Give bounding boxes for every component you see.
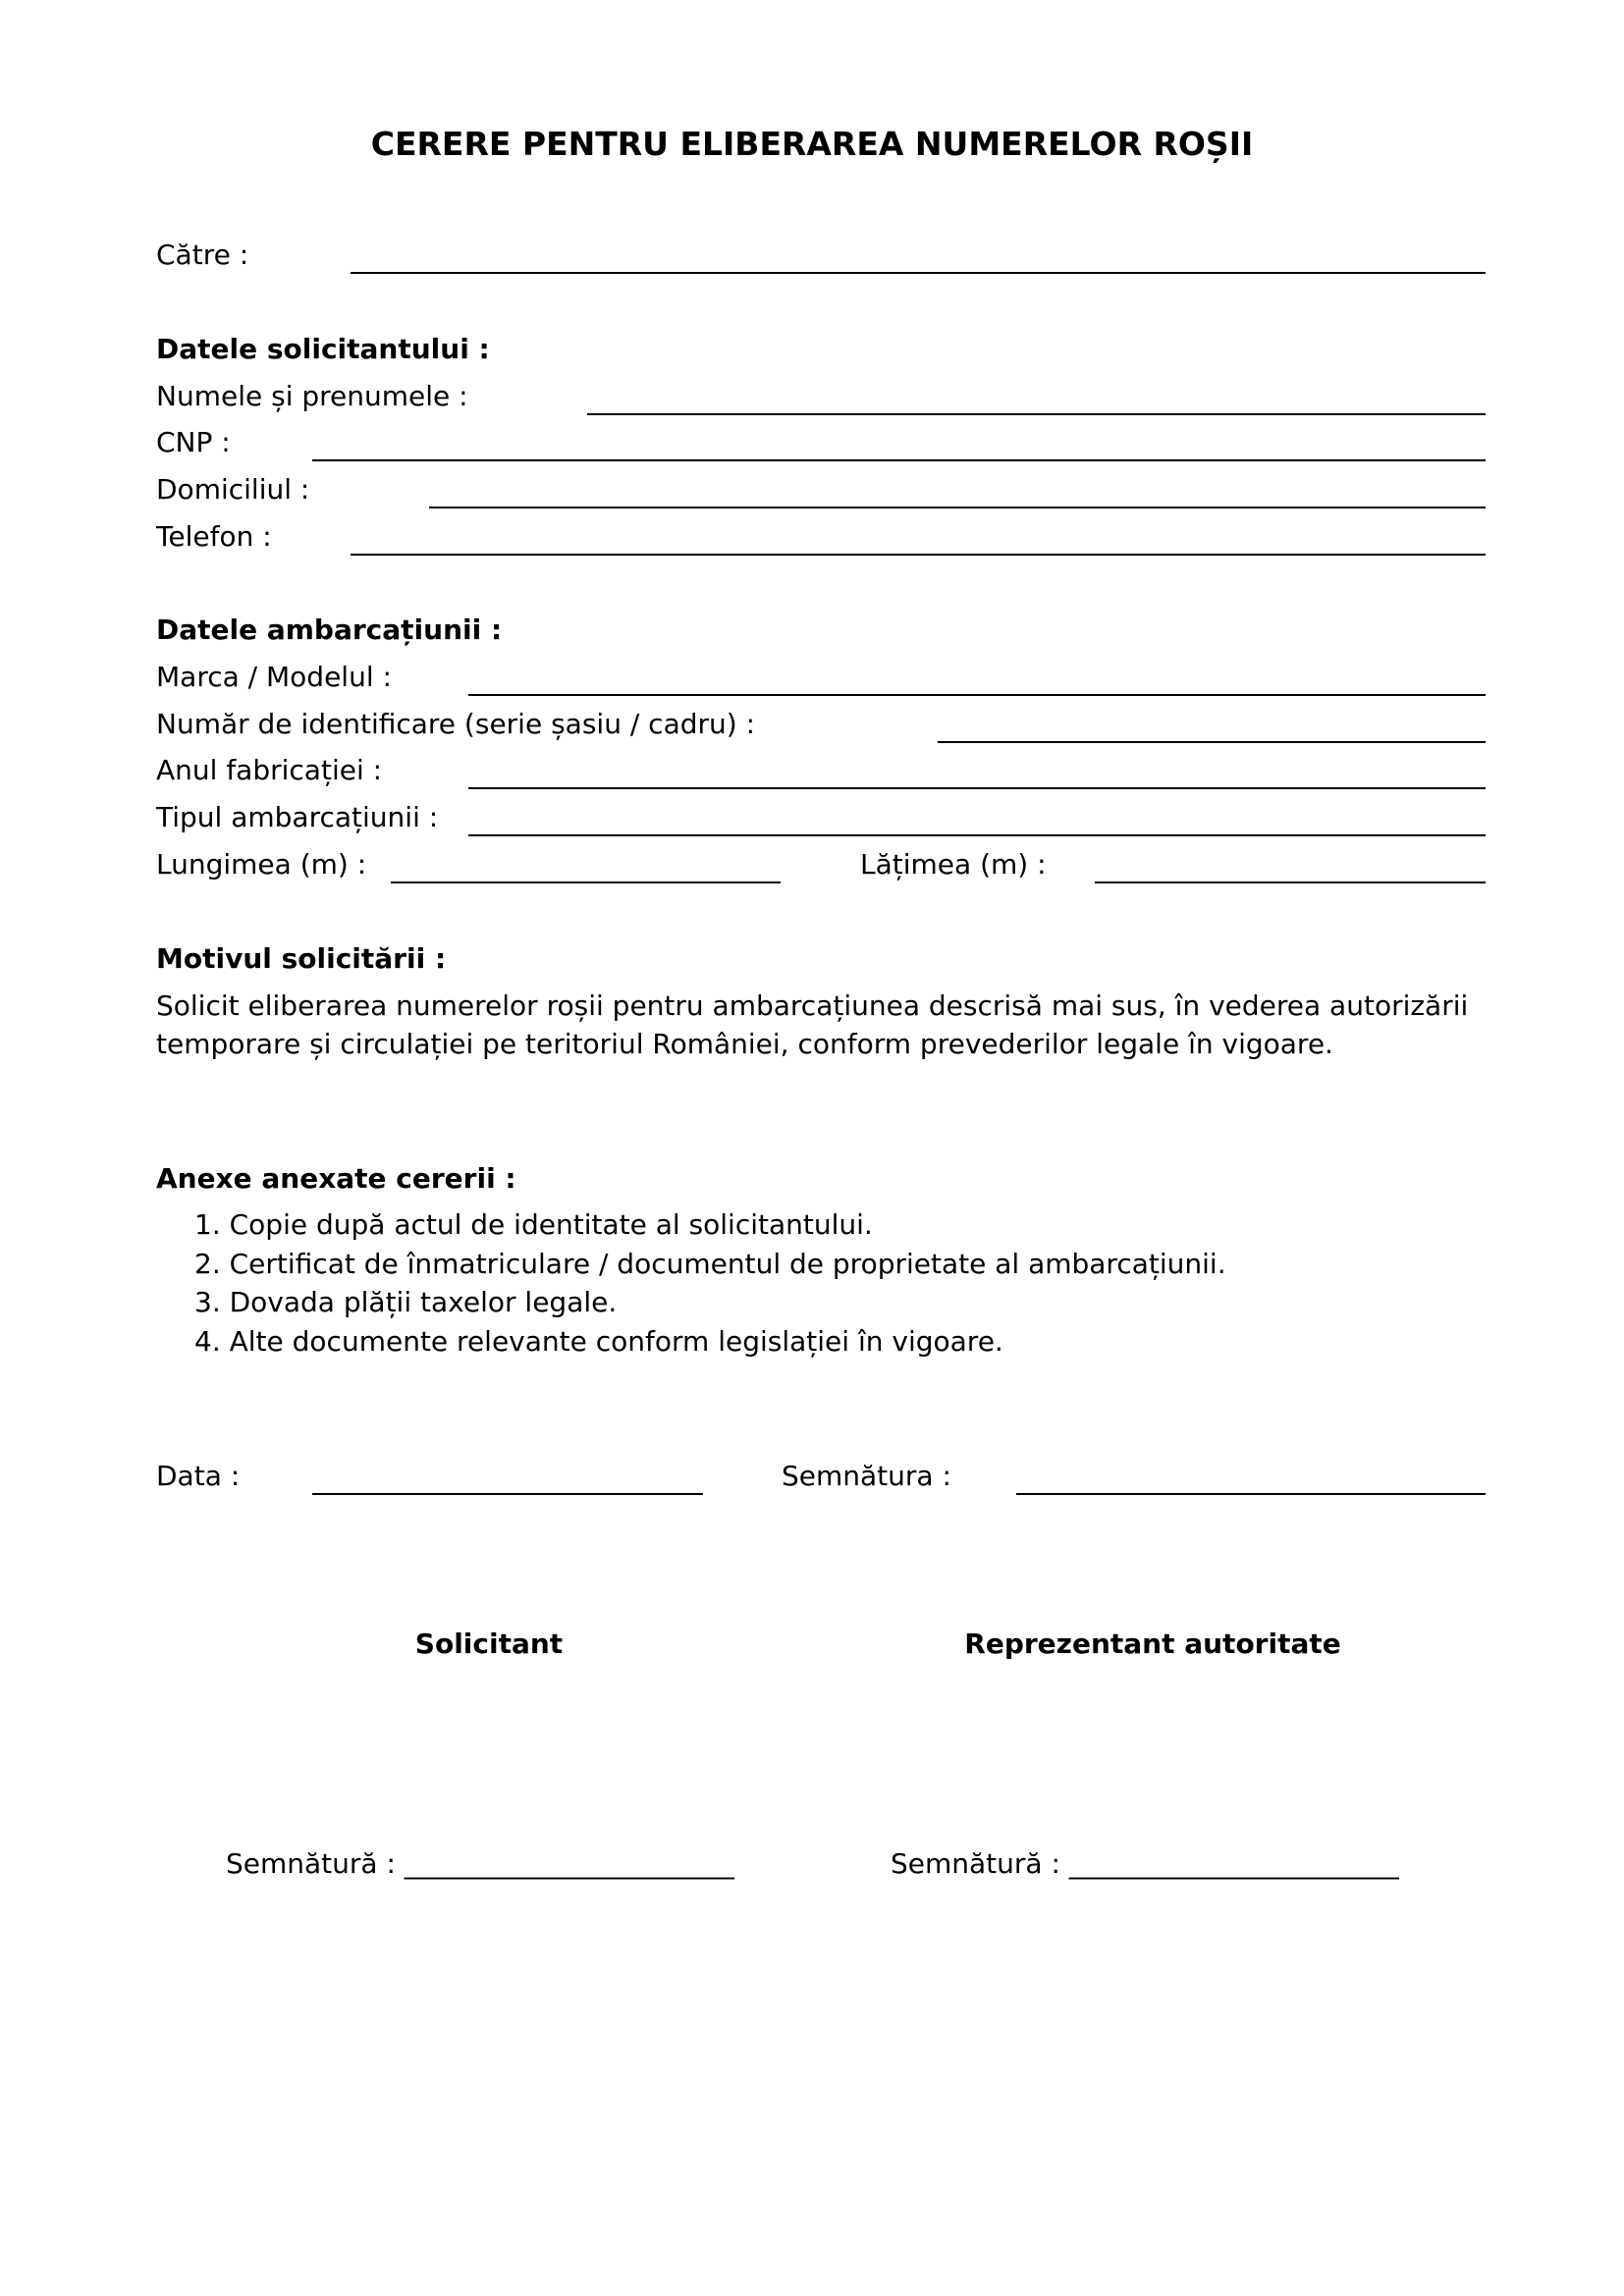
catre-field[interactable] xyxy=(351,272,1486,274)
annex-item: 4. Alte documente relevante conform legislației în vigoare. xyxy=(194,1325,1003,1358)
reason-heading: Motivul solicitării : xyxy=(156,942,447,975)
length-field[interactable] xyxy=(391,881,781,883)
signature-label: Semnătura : xyxy=(782,1460,951,1492)
year-field[interactable] xyxy=(468,787,1486,789)
year-label: Anul fabricației : xyxy=(156,754,383,786)
authority-sign-title: Reprezentant autoritate xyxy=(964,1628,1341,1660)
signature-field[interactable] xyxy=(1016,1493,1486,1495)
type-field[interactable] xyxy=(468,834,1486,836)
id-label: Număr de identificare (serie șasiu / cadru) : xyxy=(156,708,756,740)
type-label: Tipul ambarcațiunii : xyxy=(156,801,439,833)
width-label: Lățimea (m) : xyxy=(860,848,1047,881)
vessel-heading: Datele ambarcațiunii : xyxy=(156,614,503,646)
annexes-heading: Anexe anexate cererii : xyxy=(156,1162,516,1195)
name-label: Numele și prenumele : xyxy=(156,380,468,412)
phone-field[interactable] xyxy=(351,554,1486,556)
make-label: Marca / Modelul : xyxy=(156,661,392,693)
cnp-label: CNP : xyxy=(156,426,231,458)
id-field[interactable] xyxy=(938,741,1486,743)
page-title: CERERE PENTRU ELIBERAREA NUMERELOR ROȘII xyxy=(370,125,1254,163)
annex-item: 3. Dovada plății taxelor legale. xyxy=(194,1286,618,1318)
annex-item: 2. Certificat de înmatriculare / documentul de proprietate al ambarcațiunii. xyxy=(194,1248,1226,1280)
length-label: Lungimea (m) : xyxy=(156,848,367,881)
name-field[interactable] xyxy=(587,413,1486,415)
date-field[interactable] xyxy=(312,1493,703,1495)
width-field[interactable] xyxy=(1095,881,1486,883)
address-label: Domiciliul : xyxy=(156,473,310,506)
annex-item: 1. Copie după actul de identitate al solicitantului. xyxy=(194,1208,873,1241)
cnp-field[interactable] xyxy=(312,459,1486,461)
phone-label: Telefon : xyxy=(156,520,272,553)
applicant-signature-line[interactable]: Semnătură : ________________________ xyxy=(226,1847,734,1880)
applicant-sign-title: Solicitant xyxy=(414,1628,564,1660)
reason-text: Solicit eliberarea numerelor roșii pentru ambarcațiunea descrisă mai sus, în vederea autorizării temporare și circulației pe teritoriul României, conform prevederilor legale în vigoare. xyxy=(156,989,1469,1060)
catre-label: Către : xyxy=(156,239,249,271)
date-label: Data : xyxy=(156,1460,241,1492)
applicant-heading: Datele solicitantului : xyxy=(156,333,490,365)
make-field[interactable] xyxy=(468,694,1486,696)
authority-signature-line[interactable]: Semnătură : ________________________ xyxy=(891,1847,1399,1880)
address-field[interactable] xyxy=(429,507,1486,508)
